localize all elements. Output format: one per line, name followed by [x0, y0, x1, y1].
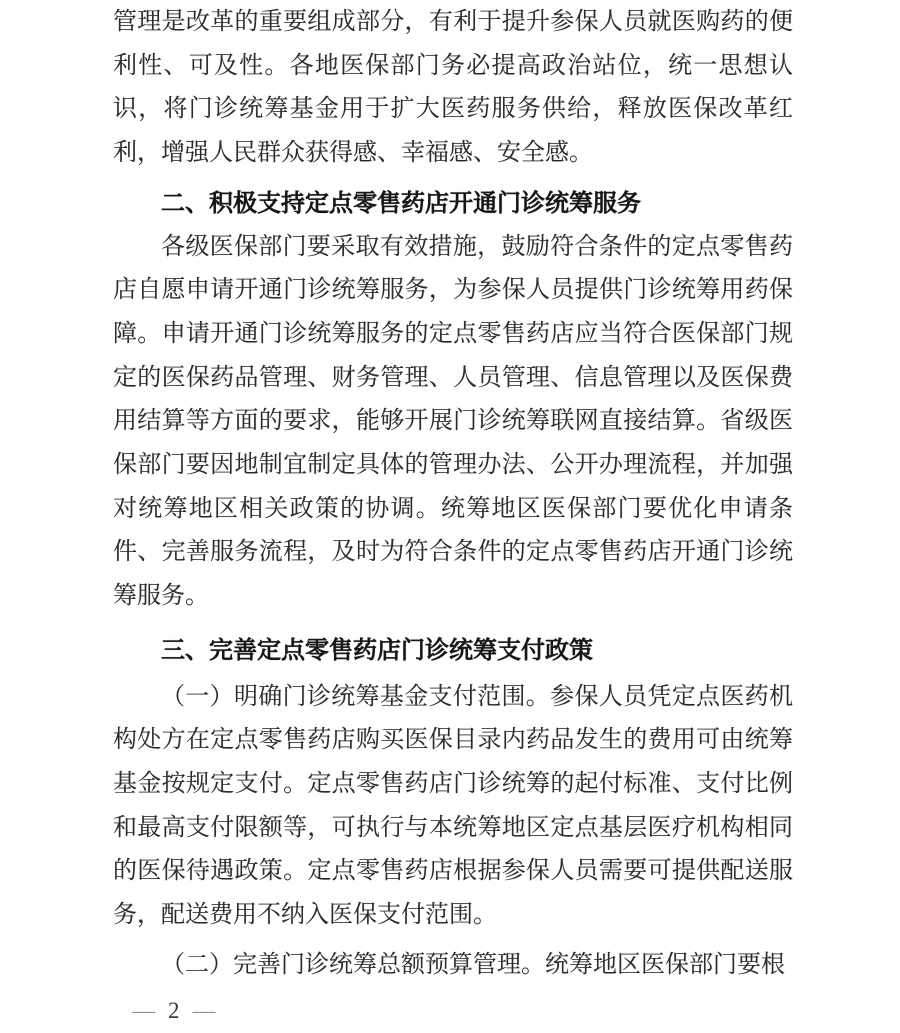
section-heading-2: 二、积极支持定点零售药店开通门诊统筹服务	[161, 189, 641, 217]
document-body	[113, 1, 793, 987]
section-heading-3: 三、完善定点零售药店门诊统筹支付政策	[161, 636, 593, 664]
page-number-dash-left: —	[132, 998, 155, 1023]
continuation-paragraph: 管理是改革的重要组成部分，有利于提升参保人员就医购药的便利性、可及性。各地医保部门务必提高政治站位，统一思想认识，将门诊统筹基金用于扩大医药服务供给，释放医保改革红利，增强人民群众获得感、幸福感、安全感。	[113, 9, 793, 167]
page-number-footer	[132, 997, 216, 1025]
section-3-paragraph-1: （一）明确门诊统筹基金支付范围。参保人员凭定点医药机构处方在定点零售药店购买医保目录内药品发生的费用可由统筹基金按规定支付。定点零售药店门诊统筹的起付标准、支付比例和最高支付限额等，可执行与本统筹地区定点基层医疗机构相同的医保待遇政策。定点零售药店根据参保人员需要可提供配送服务，配送费用不纳入医保支付范围。	[113, 683, 793, 929]
section-3-paragraph-2: （二）完善门诊统筹总额预算管理。统筹地区医保部门要根	[161, 951, 785, 978]
section-2-paragraph: 各级医保部门要采取有效措施，鼓励符合条件的定点零售药店自愿申请开通门诊统筹服务，为参保人员提供门诊统筹用药保障。申请开通门诊统筹服务的定点零售药店应当符合医保部门规定的医保药品管理、财务管理、人员管理、信息管理以及医保费用结算等方面的要求，能够开展门诊统筹联网直接结算。省级医保部门要因地制宜制定具体的管理办法、公开办理流程，并加强对统筹地区相关政策的协调。统筹地区医保部门要优化申请条件、完善服务流程，及时为符合条件的定点零售药店开通门诊统筹服务。	[113, 233, 793, 610]
page-number: 2	[168, 998, 180, 1023]
page-number-dash-right: —	[192, 998, 216, 1023]
